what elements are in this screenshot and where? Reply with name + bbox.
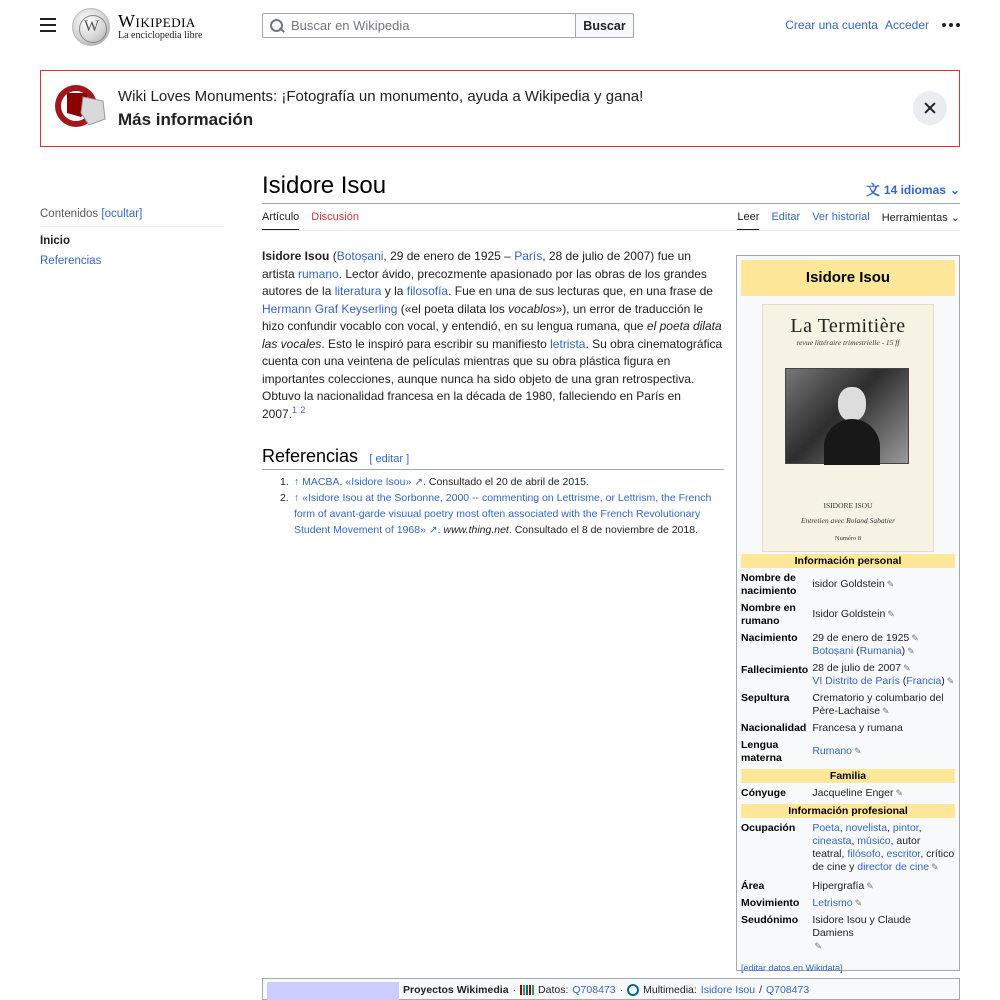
external-link-icon: ↗ [425, 524, 438, 536]
article-text: . Su obra cinematográfica cuenta con una veintena de películas mientras que su obra plástica figura en importantes colecciones, aunque nunca ha sido objeto de una gran retrospectiva. Obtuvo la nacionalidad francesa en la década de 1980, falleciendo en París en 2007. [262, 336, 723, 421]
pencil-icon[interactable]: ✎ [882, 706, 890, 716]
row-value: 28 de julio de 2007 [812, 662, 902, 674]
close-icon[interactable] [913, 91, 947, 125]
row-label: Nacimiento [741, 632, 798, 644]
infobox-title: Isidore Isou [741, 260, 955, 296]
logo-tagline: La enciclopedia libre [118, 30, 203, 41]
row-value: Francesa y rumana [812, 722, 903, 734]
pencil-icon[interactable]: ✎ [814, 941, 822, 951]
row-value: Isidore Isou y Claude Damiens [812, 914, 911, 939]
campaign-banner [40, 70, 960, 147]
edit-label: [ editar ] [369, 453, 410, 465]
banner-message: Wiki Loves Monuments: ¡Fotografía un monumento, ayuda a Wikipedia y gana! [118, 88, 644, 105]
tab-edit[interactable]: Editar [771, 211, 801, 223]
wikidata-icon [520, 985, 534, 995]
row-label: Movimiento [741, 897, 800, 909]
link-novelista[interactable]: novelista [845, 822, 888, 834]
logo-title: Wikipedia [118, 11, 196, 31]
row-label: Área [741, 880, 765, 892]
login-link[interactable]: Acceder [884, 18, 929, 32]
projects-label: Proyectos Wikimedia [403, 984, 509, 996]
tab-article[interactable]: Artículo [262, 211, 299, 231]
toc-item-referencias[interactable]: Referencias [40, 255, 102, 267]
link-vi-distrito[interactable]: VI Distrito de París [812, 675, 900, 687]
references-heading [262, 446, 724, 470]
link-rumano[interactable]: rumano [298, 266, 339, 281]
pencil-icon[interactable]: ✎ [931, 862, 939, 872]
link-francia[interactable]: Francia [906, 675, 942, 687]
projects-swatch [267, 982, 399, 1000]
article-text: . Fue en una de sus lecturas que, en una frase de [448, 284, 713, 298]
toc-hide-link[interactable]: [ocultar] [101, 208, 143, 220]
language-button[interactable] [866, 180, 960, 200]
article-text: («el poeta dilata los [397, 301, 509, 316]
link-pintor[interactable]: pintor [892, 822, 919, 834]
section-professional: Información profesional [741, 804, 955, 818]
ref-text: . Consultado el 8 de noviembre de 2018. [508, 524, 698, 536]
chevron-down-icon: ⌄ [947, 212, 960, 224]
search-form [262, 13, 634, 38]
ref-link-sorbonne[interactable]: «Isidore Isou at the Sorbonne, 2000 -- commenting on Lettrisme, or Lettrism, the French form of avant-garde visuual poetry most often associated with the French Revolutionary Student Movement of 1968» [294, 492, 712, 536]
row-birth: Nacimiento 29 de enero de 1925 ✎ Botoșani (Rumania) ✎ [741, 632, 919, 657]
backlink-arrow-icon[interactable]: ↑ [294, 476, 300, 488]
article-text: . Esto le inspiró para escribir su manifiesto [321, 336, 551, 351]
separator: / [759, 984, 762, 996]
ref-text: . [339, 476, 346, 488]
ref-number: 2. [280, 492, 289, 504]
article-intro [262, 248, 724, 423]
pencil-icon[interactable]: ✎ [887, 609, 895, 619]
row-occupation: Ocupación Poeta, novelista, pintor, cineasta, músico, autor teatral, filósofo, escritor, crítico de cine y director de cine ✎ [741, 822, 955, 873]
row-label: Sepultura [741, 692, 790, 704]
toc-header [40, 208, 223, 227]
language-count: 14 idiomas [883, 183, 946, 197]
toc-heading: Contenidos [40, 208, 99, 220]
link-rumania[interactable]: Rumania [859, 645, 902, 657]
commons-qid-link[interactable]: Q708473 [766, 984, 810, 996]
article-text: y la [381, 284, 407, 298]
magazine-author: ISIDORE ISOU [823, 501, 873, 510]
chevron-down-icon: ⌄ [949, 183, 960, 197]
wikipedia-logo[interactable] [72, 8, 202, 46]
article-subject: Isidore Isou [262, 249, 330, 263]
link-literatura[interactable]: literatura [334, 284, 382, 298]
pencil-icon[interactable]: ✎ [886, 579, 895, 589]
section-family: Familia [741, 769, 955, 783]
row-value: Crematorio y columbario del Père-Lachaise [812, 692, 944, 717]
magazine-subtitle: revue littéraire trimestrielle - 15 ff [796, 338, 900, 347]
wikimedia-projects-box [262, 978, 960, 1000]
row-label: Nacionalidad [741, 722, 807, 734]
search-box [262, 13, 576, 38]
row-label: Nombre en rumano [741, 602, 796, 627]
row-value: Hipergrafía [812, 880, 865, 892]
separator: · [619, 984, 624, 996]
link-botosani[interactable]: Botoșani [336, 249, 384, 263]
link-cineasta[interactable]: cineasta [812, 835, 852, 847]
infobox [736, 255, 960, 971]
link-filosofo[interactable]: filósofo [847, 848, 881, 860]
row-value: , autor teatral, [812, 835, 921, 860]
link-filosofia[interactable]: filosofía [406, 284, 449, 298]
wiki-loves-monuments-logo-icon [53, 83, 107, 129]
pencil-icon[interactable]: ✎ [895, 788, 904, 798]
search-button[interactable]: Buscar [576, 13, 634, 38]
pencil-icon[interactable]: ✎ [946, 676, 955, 686]
commons-link[interactable]: Isidore Isou [700, 984, 756, 996]
row-value: Jacqueline Enger [812, 787, 894, 799]
link-letrista[interactable]: letrista [550, 336, 586, 351]
portrait-photo [785, 368, 909, 464]
infobox-image[interactable] [762, 304, 934, 552]
magazine-name [763, 501, 933, 525]
banner-more-info-link[interactable]: Más información [118, 110, 254, 129]
row-romanian-name [741, 602, 955, 628]
more-options-icon[interactable] [942, 23, 960, 27]
row-label: Nombre de nacimiento [741, 572, 797, 597]
separator: · [512, 984, 517, 996]
ref-number: 1. [280, 476, 289, 488]
row-spouse [741, 787, 955, 800]
citation-2[interactable]: 2 [300, 404, 306, 415]
row-label: Fallecimiento [741, 664, 809, 676]
wikipedia-globe-icon [72, 8, 110, 46]
row-value: isidor Goldstein [812, 578, 885, 590]
tools-label: Herramientas [881, 212, 948, 224]
tab-read[interactable]: Leer [737, 211, 759, 231]
row-label: Lengua materna [741, 739, 782, 764]
article-text: ( [329, 249, 337, 263]
link-escritor[interactable]: escritor [886, 848, 921, 860]
row-label: Seudónimo [741, 914, 799, 926]
pencil-icon[interactable]: ✎ [903, 663, 911, 673]
row-language [741, 739, 955, 765]
external-link-icon: ↗ [411, 476, 424, 488]
media-label: Multimedia: [643, 984, 697, 996]
table-of-contents [40, 208, 223, 267]
magazine-title: La Termitière [790, 315, 906, 337]
link-botosani[interactable]: Botoșani [812, 645, 854, 657]
references-title: Referencias [262, 446, 359, 466]
search-input[interactable] [291, 18, 571, 33]
pencil-icon[interactable]: ✎ [854, 746, 862, 756]
site-header [0, 0, 1000, 52]
ref-text: . [437, 524, 444, 536]
pencil-icon[interactable]: ✎ [911, 633, 919, 643]
list-item [282, 474, 724, 490]
magazine-number: Numéro 8 [834, 535, 862, 542]
citation-1[interactable]: 1 [292, 404, 298, 415]
row-nationality [741, 722, 955, 735]
link-rumano[interactable]: Rumano [812, 745, 853, 757]
ref-link-macba[interactable]: MACBA [302, 476, 340, 488]
wikidata-link[interactable]: Q708473 [572, 984, 616, 996]
article-text: , 28 de julio de 2007) fue un artista [262, 249, 691, 281]
row-value: , crítico de cine y [812, 848, 955, 873]
row-pseudonym [741, 914, 955, 953]
ref-source: www.thing.net [443, 524, 509, 536]
title-divider [262, 203, 960, 204]
search-icon [269, 18, 285, 34]
link-letrismo[interactable]: Letrismo [812, 897, 853, 909]
article-italic: vocablos [508, 301, 556, 316]
references-list [282, 474, 724, 538]
page-title: Isidore Isou [262, 172, 387, 199]
section-personal: Información personal [741, 554, 955, 568]
link-paris[interactable]: París [514, 249, 543, 263]
toc-item-inicio[interactable]: Inicio [40, 235, 71, 247]
row-burial [741, 692, 955, 718]
tabs-divider [262, 230, 960, 231]
row-label: Ocupación [741, 822, 796, 834]
backlink-arrow-icon[interactable]: ↑ [294, 492, 300, 504]
view-tabs [737, 211, 960, 231]
pencil-icon[interactable]: ✎ [854, 898, 863, 908]
article-text: . Lector ávido, precozmente apasionado por las obras de los grandes autores de la [262, 266, 707, 298]
tab-discussion[interactable]: Discusión [311, 211, 359, 223]
link-director-de-cine[interactable]: director de cine [857, 861, 930, 873]
list-item [282, 490, 724, 538]
article-text: , 29 de enero de 1925 – [383, 249, 515, 263]
row-birth-name [741, 572, 955, 598]
tab-history[interactable]: Ver historial [812, 211, 870, 223]
link-musico[interactable]: músico [857, 835, 891, 847]
ref-text: . Consultado el 20 de abril de 2015. [423, 476, 589, 488]
pencil-icon[interactable]: ✎ [907, 646, 915, 656]
translate-icon: 文 [865, 182, 880, 198]
row-label: Cónyuge [741, 787, 786, 799]
tools-menu[interactable] [882, 211, 960, 231]
commons-icon [627, 984, 639, 996]
row-movement [741, 897, 955, 910]
magazine-interview: Entretien avec Roland Sabatier [800, 516, 896, 525]
user-links [785, 18, 960, 32]
main-menu-icon[interactable] [40, 18, 56, 32]
row-value: Isidor Goldstein [812, 608, 886, 620]
link-poeta[interactable]: Poeta [812, 822, 840, 834]
data-label: Datos: [538, 984, 569, 996]
references-edit-link[interactable] [369, 453, 409, 465]
link-keyserling[interactable]: Hermann Graf Keyserling [262, 301, 398, 316]
article-text: »), un error de traducción le hizo confundir vocablo con vocal, y entendió, en su lengua rumana, que [262, 301, 703, 333]
row-value: 29 de enero de 1925 [812, 632, 910, 644]
edit-wikidata-label: [editar datos en Wikidata] [741, 963, 843, 973]
projects-text [403, 984, 809, 996]
edit-wikidata-link[interactable] [741, 963, 955, 973]
row-area [741, 880, 955, 893]
create-account-link[interactable]: Crear una cuenta [785, 18, 878, 32]
row-death: Fallecimiento 28 de julio de 2007 ✎ VI Distrito de París (Francia) ✎ [741, 662, 955, 687]
pencil-icon[interactable]: ✎ [866, 881, 874, 891]
article-italic: el poeta dilata las vocales [262, 319, 722, 351]
namespace-tabs [262, 211, 359, 231]
ref-link-isou[interactable]: «Isidore Isou» [345, 476, 412, 488]
